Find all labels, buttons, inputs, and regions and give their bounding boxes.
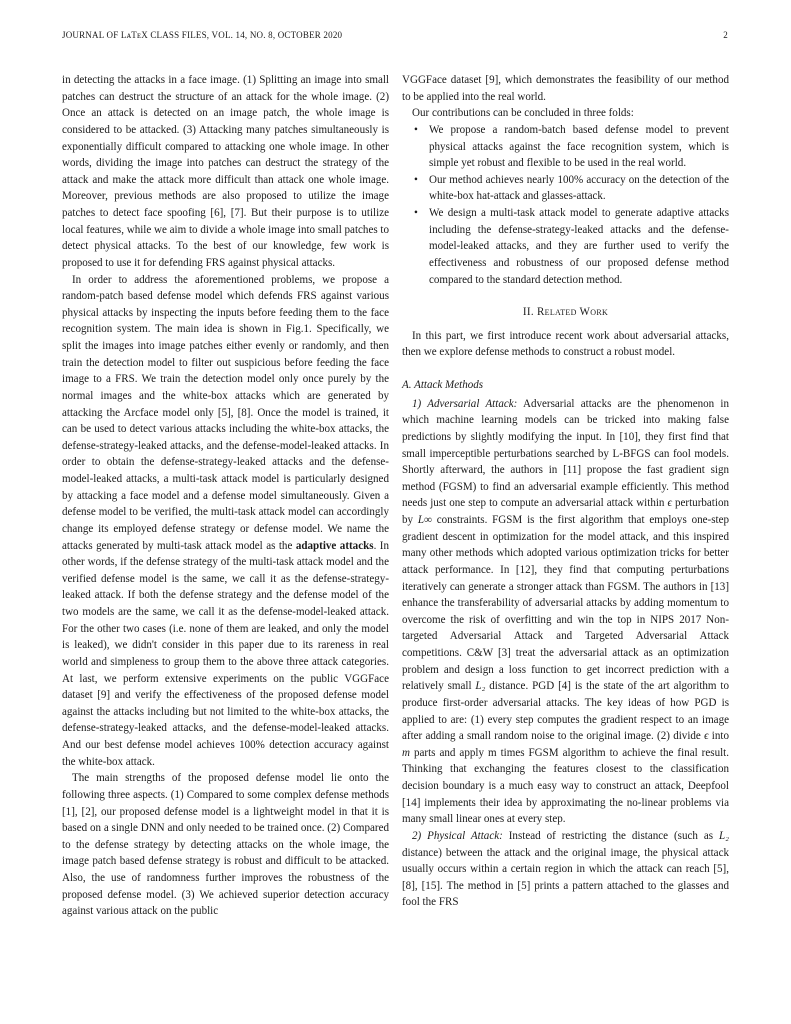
paragraph: In this part, we first introduce recent work about adversarial attacks, then we explore defense methods to construct a robust model.: [402, 329, 729, 359]
page-number: 2: [723, 30, 728, 40]
math-symbol: ϵ: [667, 497, 672, 510]
text-run: distance) between the attack and the original image, the physical attack usually occurs within a certain region in which the attack can reach [5], [8], [15]. The method in [5] prints a pattern attached to the glasses and fool the FRS: [402, 846, 729, 909]
subsection-title: A. Attack Methods: [402, 379, 484, 391]
paragraph: [402, 828, 729, 911]
left-column: [62, 72, 389, 920]
paragraph: The main strengths of the proposed defense model lie onto the following three aspects. (1) Compared to some complex defense methods [1], [2], our proposed defense model is a lightweight model in that it is based on a single DNN and only needed to be trained once. (2) Compared to the defense strategy by detecting attacks on the whole image, the image patch based defense strategy is robust and difficult to be attacked. Also, the use of randomness further improves the robustness of the proposed defense model. (3) We achieved superior detection accuracy against various attack on the public: [62, 772, 389, 918]
text-run: into: [708, 730, 729, 743]
math-symbol: ϵ: [704, 730, 709, 743]
math-symbol: L∞: [417, 514, 432, 526]
list-item: • We design a multi-task attack model to generate adaptive attacks including the defense-strategy-leaked attacks and the defense-model-leaked attacks, and they are further used to verify the effectiveness and robustness of our proposed defense method compared to the standard detection method.: [429, 205, 729, 288]
subsubsection-title: 2) Physical Attack:: [412, 829, 503, 842]
math-symbol: m: [402, 746, 410, 759]
bold-term: adaptive attacks: [295, 539, 374, 552]
right-column: [402, 72, 729, 911]
text-run: parts and apply m times FGSM algorithm to achieve the final result. Thinking that exchanging the features closest to the classification decision boundary is a much easy way to construct an attack, Deepfool [14] implements their idea by approximating the no-linear problems via many small linear ones at every step.: [402, 746, 729, 826]
list-item: • We propose a random-batch based defense model to prevent physical attacks against the face recognition system, which is simple yet robust and flexible to be used in the real world.: [429, 122, 729, 172]
text-run: distance. PGD [4] is the state of the art algorithm to produce first-order adversarial attacks. The key ideas of how PGD is applied to are: (1) every step computes the gradient respect to an image after adding a small random noise to the original image. (2) divide: [402, 680, 729, 743]
text-run: . In other words, if the defense strategy of the multi-task attack model and the verified defense model is the same, we call it as the defense-strategy-leaked attack. If both the defense strategy and the defense model of the two models are the same, we call it as the defense-model-leaked attack. For the other two cases (i.e. none of them are leaked, and only the model is leaked), we didn't consider in this paper due to its rareness in real world and simpleness to group them to the above three attack categories. At last, we perform extensive experiments on the public VGGFace dataset [9] and verify the effectiveness of the proposed defense model against the attacks including but not limited to the white-box attacks, the defense-strategy-leaked attacks, and the defense-model-leaked attacks. And our best defense model achieves 100% detection accuracy against the white-box attack.: [62, 539, 389, 768]
math-symbol: L₂: [475, 680, 486, 693]
section-title: II. Related Work: [522, 306, 609, 319]
subsubsection-title: 1) Adversarial Attack:: [412, 397, 518, 410]
contributions-list: [402, 122, 729, 288]
text-run: In order to address the aforementioned problems, we propose a random-patch based defense model which defends FRS against various physical attacks by inspecting the inputs before feeding them to the face recognition system. The main idea is shown in Fig.1. Specifically, we split the images into image patches either evenly or randomly, and then train the detection model to filter out suspicious before feeding the face image to a FRS. We train the detection model only once purely by the normal images and the white-box attacks which are generated by attacking the Arcface model only [5], [8]. Once the model is trained, it can be used to detect various attacks including the white-box attacks, the defense-strategy-leaked attacks, and the defense-model-leaked attacks. In order to obtain the defense-strategy-leaked attacks and the defense-model-leaked attacks, a multi-task attack model is particularly designed by attacking a face model and a defense model simultaneously. Given a defense model to be verified, the multi-task attack model can accordingly change its employed defense strategy or defense model. We name the attacks generated by multi-task attack model as the: [62, 273, 389, 552]
paragraph: [402, 396, 729, 828]
text-run: constraints. FGSM is the first algorithm that employs one-step gradient descent in optimization for the model attack, and this inspired many other methods which adopted various optimization tricks for better attack performance. In [12], they find that computing perturbations iteratively can generate a stronger attack than FGSM. The authors in [13] enhance the transferability of adversarial attacks by adding momentum to overcome the risk of overfitting and win the top in NIPS 2017 Non-targeted Adversarial Attack and Targeted Adversarial Attack competitions. C&W [3] treat the adversarial attack as an optimization problem and design a loss function to get incorrect prediction with a relatively small: [402, 514, 729, 693]
paragraph: [62, 272, 389, 771]
paragraph: Our contributions can be concluded in three folds:: [412, 107, 634, 120]
paragraph: VGGFace dataset [9], which demonstrates the feasibility of our method to be applied into the real world.: [402, 74, 729, 103]
running-header: [62, 30, 728, 44]
paragraph: in detecting the attacks in a face image. (1) Splitting an image into small patches can destruct the structure of an attack for the whole image. (2) Once an attack is detected on an image patch, the whole image is considered to be attacked. (3) Attacking many patches simultaneously is exponentially difficult compared to attacking one whole image. In other words, dividing the image into patches can destruct the strategy of the attack and make the attack more difficult than attack one whole image. Moreover, previous methods are also proposed to utilize the image patches to detect face spoofing [6], [7]. But their purpose is to utilize local features, while we aim to divide a whole image into small patches to detect physical attacks. To the best of our knowledge, few work is proposed to use it for defending FRS against physical attacks.: [62, 74, 390, 269]
text-run: perturbation by: [402, 497, 729, 526]
text-run: Adversarial attacks are the phenomenon in which machine learning models can be tricked into making false predictions by slightly modifying the input. In [10], they first find that small imperceptible perturbations searched by L-BFGS can fool models. Shortly afterward, the authors in [11] propose the fast gradient sign method (FGSM) to find an adversarial example efficiently. This method needs just one step to compute an adversarial attack within: [402, 397, 729, 510]
text-run: Instead of restricting the distance (such as: [502, 829, 720, 842]
list-item: • Our method achieves nearly 100% accuracy on the detection of the white-box hat-attack and glasses-attack.: [429, 172, 729, 205]
journal-name: JOURNAL OF LᴀTᴇX CLASS FILES, VOL. 14, NO. 8, OCTOBER 2020: [62, 30, 343, 40]
math-symbol: L₂: [719, 829, 729, 842]
